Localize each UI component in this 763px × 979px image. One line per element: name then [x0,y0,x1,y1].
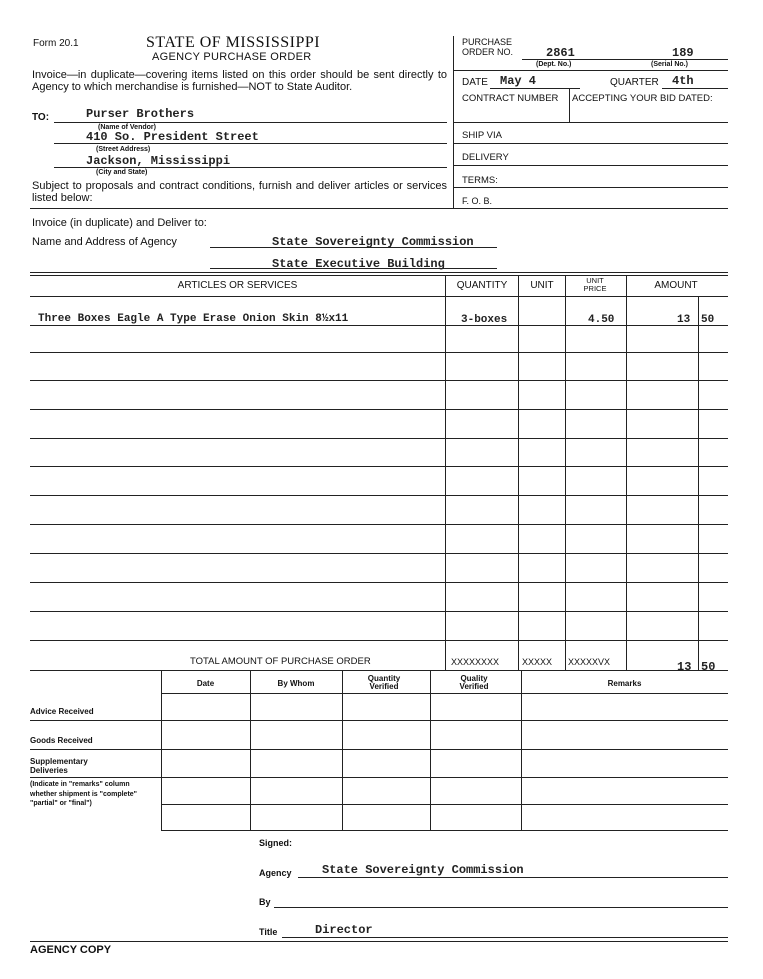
serial-caption: (Serial No.) [651,61,688,68]
invoice-instructions: Invoice—in duplicate—covering items listed on this order should be sent directly to Agency to which merchandise is furnished—NOT to State Auditor. [32,69,447,93]
city-caption: (City and State) [96,169,148,176]
total-cents: 50 [701,660,716,674]
date-label: DATE [462,77,488,88]
po-label-2: ORDER NO. [462,47,514,57]
terms-label: TERMS: [462,175,498,186]
sig-by-label: By [259,897,271,907]
total-dollars: 13 [677,660,692,674]
agency-name-label: Name and Address of Agency [32,236,177,248]
recv-col-by-whom: By Whom [277,679,315,688]
agency-copy-label: AGENCY COPY [30,944,112,956]
recv-col-qty-verified: Quantity Verified [367,674,401,691]
date-value: May 4 [500,74,537,88]
recv-col-quality-verified: Quality Verified [459,674,489,691]
dept-number: 2861 [546,46,575,60]
invoice-deliver-label: Invoice (in duplicate) and Deliver to: [32,217,207,229]
street-caption: (Street Address) [96,146,151,153]
sig-title-label: Title [259,927,278,937]
col-quantity: QUANTITY [456,280,508,291]
form-number: Form 20.1 [33,38,79,49]
recv-col-remarks: Remarks [607,679,642,688]
accepting-bid-label: ACCEPTING YOUR BID DATED: [572,93,713,104]
vendor-name: Purser Brothers [86,107,195,121]
item-quantity: 3-boxes [461,314,508,326]
ship-via-label: SHIP VIA [462,130,502,141]
signed-label: Signed: [259,838,292,848]
recv-col-date: Date [196,679,215,688]
col-articles: ARTICLES OR SERVICES [177,280,298,291]
state-title: STATE OF MISSISSIPPI [146,34,321,51]
delivery-label: DELIVERY [462,152,509,163]
sig-agency-value: State Sovereignty Commission [322,863,524,877]
total-qty-mask: XXXXXXXX [451,657,500,667]
vendor-name-caption: (Name of Vendor) [98,124,156,131]
subject-text: Subject to proposals and contract conditions, furnish and deliver articles or services listed below: [32,180,447,204]
total-unit-mask: XXXXX [522,657,553,667]
item-description: Three Boxes Eagle A Type Erase Onion Skin 8½x11 [38,313,349,325]
dept-caption: (Dept. No.) [536,61,572,68]
col-amount: AMOUNT [654,280,698,291]
col-unit-price: UNIT PRICE [583,276,607,293]
item-unit-price: 4.50 [588,314,615,326]
total-price-mask: XXXXXVX [568,657,611,667]
col-unit: UNIT [530,280,554,291]
sig-title-value: Director [315,923,373,937]
total-label: TOTAL AMOUNT OF PURCHASE ORDER [190,656,371,667]
quarter-label: QUARTER [610,77,659,88]
fob-label: F. O. B. [462,196,493,206]
contract-number-label: CONTRACT NUMBER [462,93,559,104]
quarter-value: 4th [672,74,694,88]
serial-number: 189 [672,46,694,60]
advice-received-label: Advice Received [30,707,94,716]
item-amount-cents: 50 [701,314,715,326]
goods-received-label: Goods Received [30,736,93,745]
item-amount-dollars: 13 [677,314,691,326]
sig-agency-label: Agency [259,868,292,878]
vendor-city: Jackson, Mississippi [86,154,231,168]
deliver-agency-line2: State Executive Building [272,257,445,271]
indicate-note: (Indicate in "remarks" column whether shipment is "complete" "partial" or "final") [30,781,137,807]
po-label-1: PURCHASE [462,37,513,47]
vendor-street: 410 So. President Street [86,130,259,144]
supplementary-label: Supplementary Deliveries [30,757,88,775]
to-label: TO: [32,112,50,123]
deliver-agency-line1: State Sovereignty Commission [272,235,474,249]
order-subtitle: AGENCY PURCHASE ORDER [152,51,312,63]
